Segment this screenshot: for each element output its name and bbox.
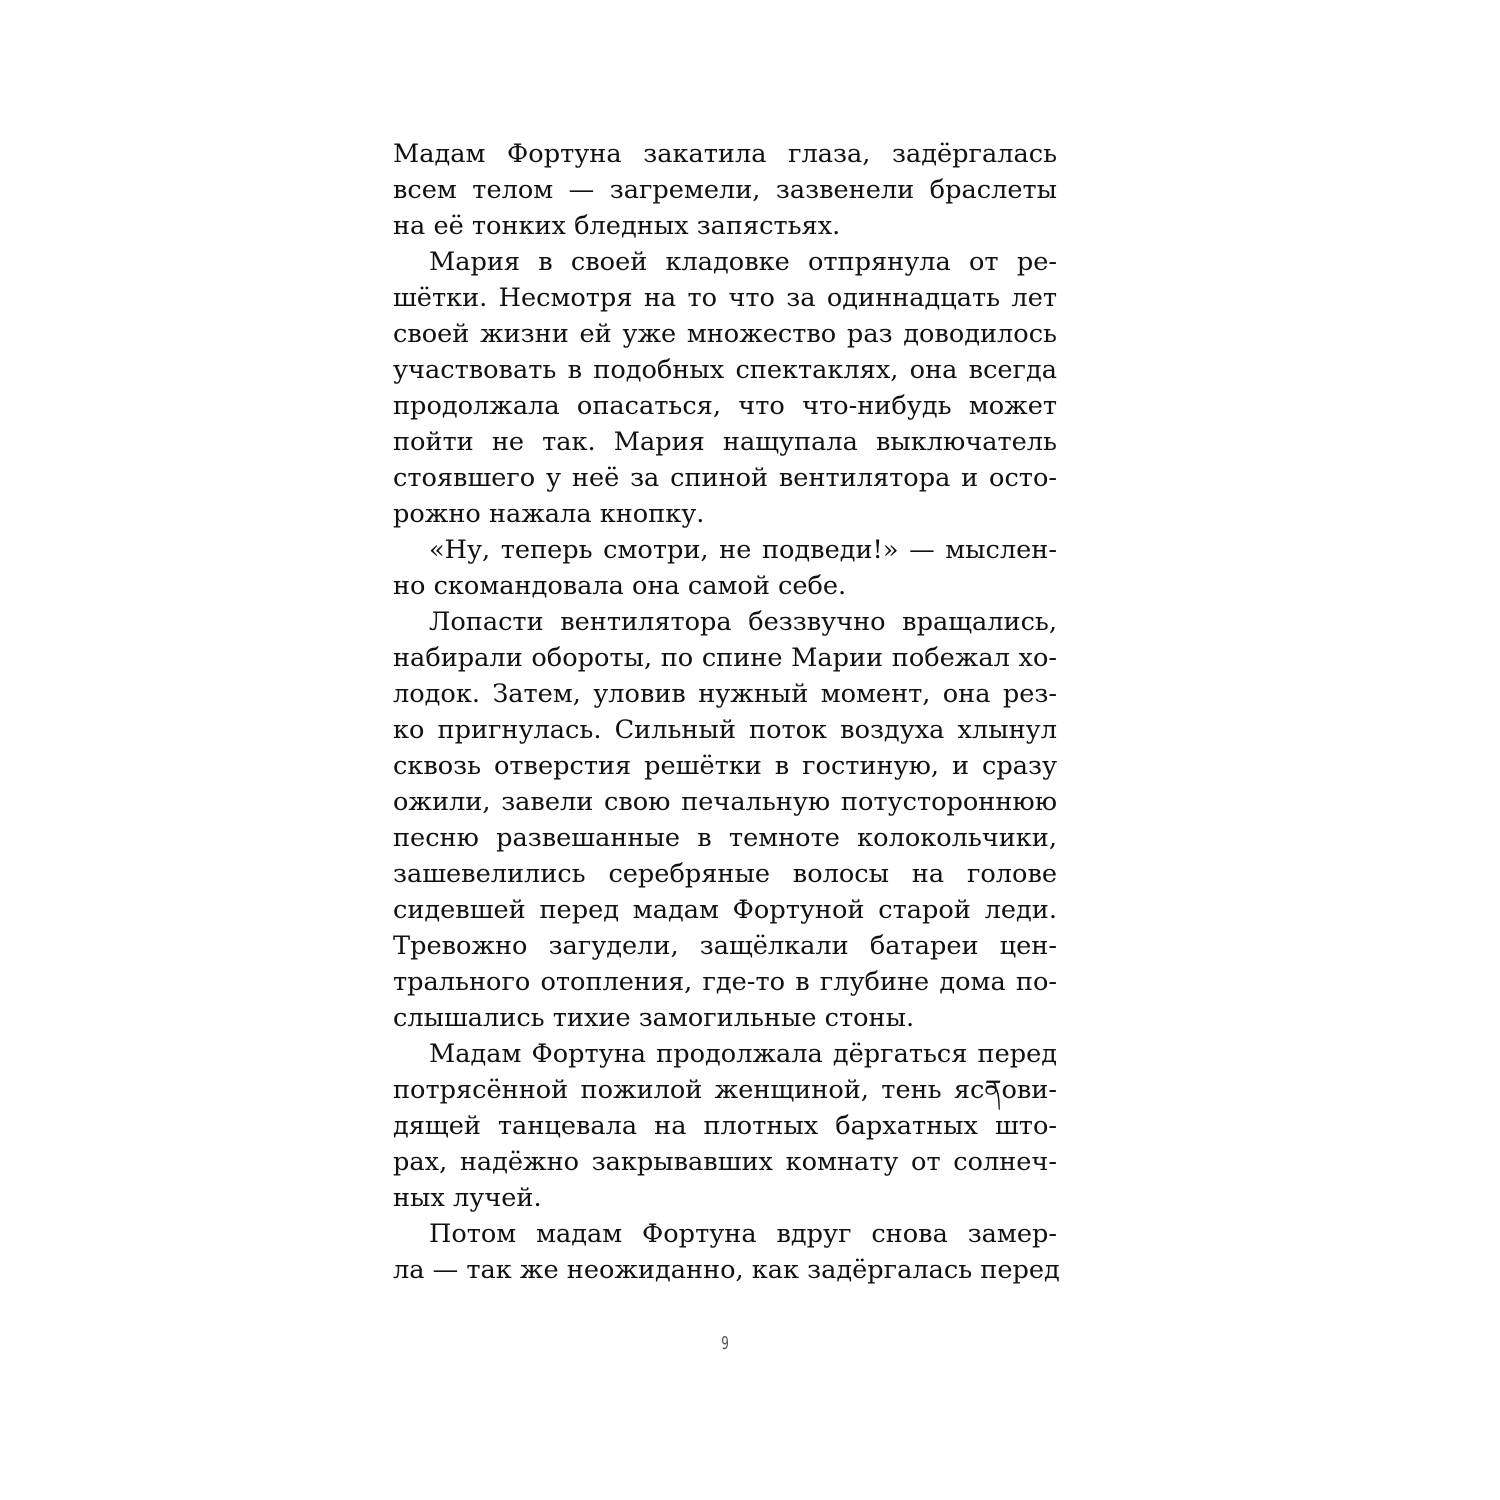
text-line: продолжала опасаться, что что-нибудь может xyxy=(393,391,1057,421)
text-line: набирали обороты, по спине Марии побежал хо- xyxy=(393,643,1057,673)
text-line: рожно нажала кнопку. xyxy=(393,499,705,529)
body-text xyxy=(393,136,1060,1288)
text-line: лодок. Затем, уловив нужный момент, она рез- xyxy=(393,679,1057,709)
text-line: стоявшего у неё за спиной вентилятора и осто- xyxy=(393,463,1057,493)
text-line: всем телом — загремели, зазвенели браслеты xyxy=(393,175,1057,205)
text-line: дящей танцевала на плотных бархатных што- xyxy=(393,1111,1057,1141)
text-line: Мадам Фортуна закатила глаза, задёргалась xyxy=(393,139,1057,169)
page-number: 9 xyxy=(721,1333,729,1354)
text-line: ко пригнулась. Сильный поток воздуха хлынул xyxy=(393,715,1057,745)
text-line: «Ну, теперь смотри, не подведи!» — мыслен- xyxy=(429,535,1057,565)
text-line: сидевшей перед мадам Фортуной старой леди. xyxy=(393,895,1057,925)
text-line: слышались тихие замогильные стоны. xyxy=(393,1003,915,1033)
text-line: зашевелились серебряные волосы на голове xyxy=(393,859,1057,889)
text-line: Мадам Фортуна продолжала дёргаться перед xyxy=(429,1039,1057,1069)
text-line: Тревожно загудели, защёлкали батареи цен- xyxy=(393,931,1057,961)
text-line: рах, надёжно закрывавших комнату от солнеч- xyxy=(393,1147,1057,1177)
text-line: на её тонких бледных запястьях. xyxy=(393,211,841,241)
text-line: Лопасти вентилятора беззвучно вращались, xyxy=(429,607,1057,637)
text-line: своей жизни ей уже множество раз доводилось xyxy=(393,319,1057,349)
text-line: ных лучей. xyxy=(393,1183,542,1213)
text-line: песню развешанные в темноте колокольчики, xyxy=(393,823,1057,853)
text-line: Потом мадам Фортуна вдруг снова замер- xyxy=(429,1219,1057,1249)
text-line: участвовать в подобных спектаклях, она всегда xyxy=(393,355,1057,385)
text-line: пойти не так. Мария нащупала выключатель xyxy=(393,427,1057,457)
text-line: потрясённой пожилой женщиной, тень ясནови- xyxy=(393,1075,1057,1105)
text-line: Мария в своей кладовке отпрянула от ре- xyxy=(429,247,1057,277)
text-line: сквозь отверстия решётки в гостиную, и сразу xyxy=(393,751,1057,781)
text-line: шётки. Несмотря на то что за одиннадцать лет xyxy=(393,283,1057,313)
text-line: ла — так же неожиданно, как задёргалась перед xyxy=(393,1255,1060,1285)
text-line: но скомандовала она самой себе. xyxy=(393,571,847,601)
text-line: трального отопления, где-то в глубине дома по- xyxy=(393,967,1057,997)
text-line: ожили, завели свою печальную потустороннюю xyxy=(393,787,1057,817)
